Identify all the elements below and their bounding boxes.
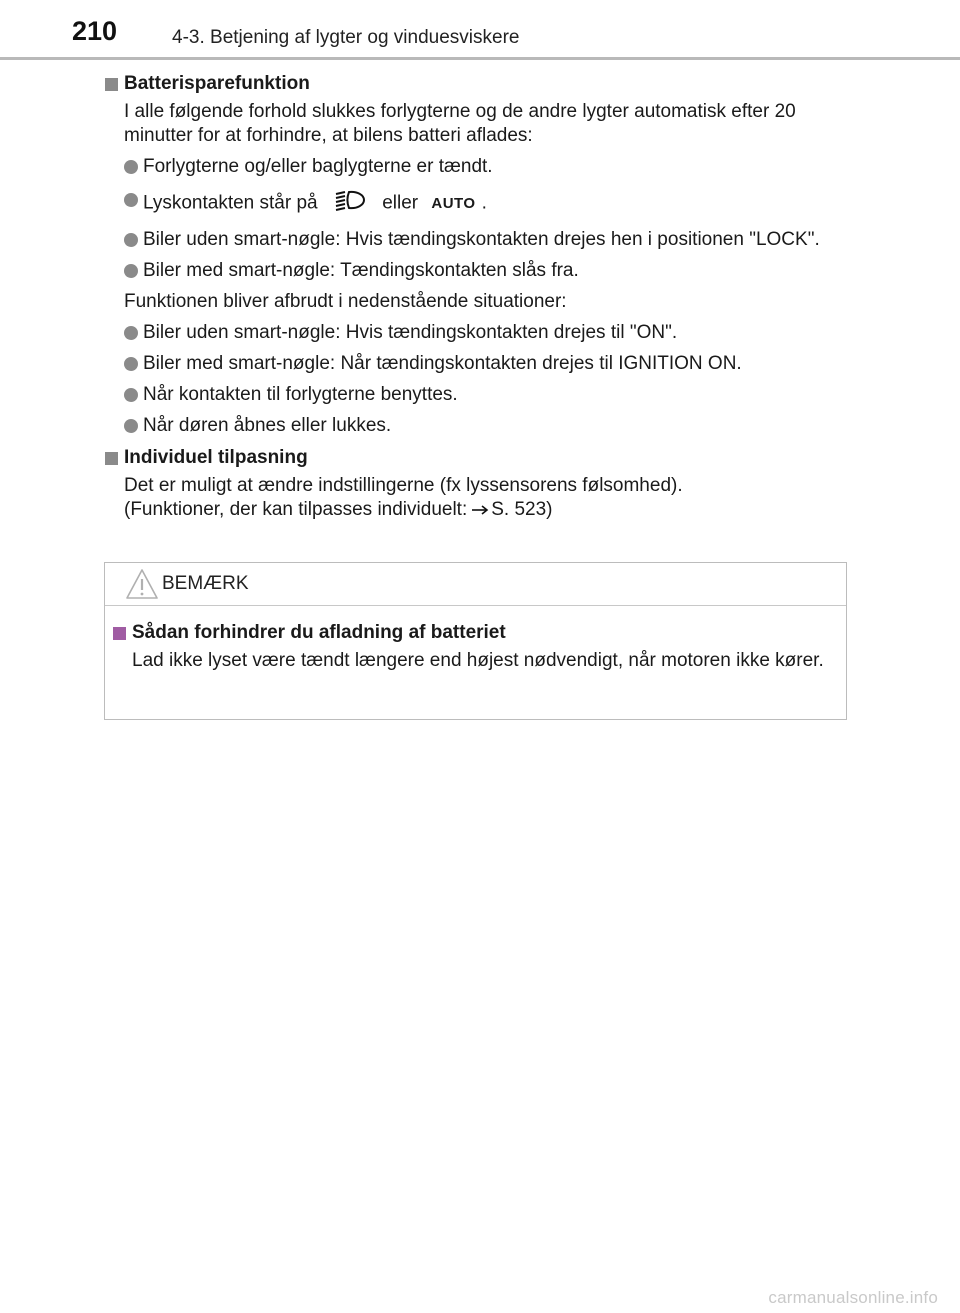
circle-bullet-icon xyxy=(124,193,138,207)
list-item-text: Lyskontakten står på xyxy=(143,192,318,214)
warning-triangle-icon xyxy=(125,568,159,605)
list-item xyxy=(105,383,850,407)
notice-title: BEMÆRK xyxy=(162,573,249,594)
headlight-icon xyxy=(333,188,367,219)
list-item-text: Biler med smart-nøgle: Tændingskontakten slås fra. xyxy=(143,260,579,281)
arrow-right-icon xyxy=(471,498,489,522)
circle-bullet-icon xyxy=(124,388,138,402)
square-bullet-icon xyxy=(105,78,118,91)
circle-bullet-icon xyxy=(124,419,138,433)
intro-paragraph: I alle følgende forhold slukkes forlygterne og de andre lygter automatisk efter 20 minutter for at forhindre, at bilens batteri aflades: xyxy=(124,101,796,146)
notice-heading-text: Sådan forhindrer du afladning af batteriet xyxy=(132,622,506,643)
list-item-text: Biler med smart-nøgle: Når tændingskontakten drejes til IGNITION ON. xyxy=(143,353,742,374)
circle-bullet-icon xyxy=(124,160,138,174)
list-item-text: Når døren åbnes eller lukkes. xyxy=(143,415,392,436)
customization-reference xyxy=(105,498,850,522)
section-heading-customization xyxy=(105,446,850,470)
or-text: eller xyxy=(382,192,419,214)
customization-paragraph: Det er muligt at ændre indstillingerne (fx lyssensorens følsomhed). xyxy=(124,475,683,496)
notice-header xyxy=(105,563,846,606)
circle-bullet-icon xyxy=(124,264,138,278)
list-item-text: Forlygterne og/eller baglygterne er tændt. xyxy=(143,156,493,177)
list-item xyxy=(105,155,850,179)
circle-bullet-icon xyxy=(124,326,138,340)
reference-prefix: (Funktioner, der kan tilpasses individuelt: xyxy=(124,499,468,521)
list-item xyxy=(105,414,850,438)
sentence-end: . xyxy=(481,192,487,214)
chapter-title: 4-3. Betjening af lygter og vinduesviskere xyxy=(172,27,520,48)
list-item xyxy=(105,321,850,345)
square-bullet-icon xyxy=(113,627,126,640)
header-divider xyxy=(0,57,960,60)
square-bullet-icon xyxy=(105,452,118,465)
page-header xyxy=(0,0,960,62)
list-item-text: Når kontakten til forlygterne benyttes. xyxy=(143,384,458,405)
notice-text: Lad ikke lyset være tændt længere end højest nødvendigt, når motoren ikke kører. xyxy=(132,650,824,671)
list-item xyxy=(105,188,850,219)
notice-heading xyxy=(113,621,838,645)
main-content xyxy=(105,70,850,522)
section-heading-battery-saver xyxy=(105,72,850,96)
section-title: Individuel tilpasning xyxy=(124,447,308,468)
interrupt-paragraph: Funktionen bliver afbrudt i nedenstående situationer: xyxy=(124,291,567,312)
watermark: carmanualsonline.info xyxy=(768,1288,938,1307)
section-title: Batterisparefunktion xyxy=(124,73,310,94)
page-number: 210 xyxy=(72,16,118,46)
page-reference-link[interactable]: S. 523) xyxy=(491,499,553,521)
list-item xyxy=(105,352,850,376)
auto-light-icon: AUTO xyxy=(431,194,476,212)
circle-bullet-icon xyxy=(124,233,138,247)
notice-body xyxy=(113,621,838,673)
list-item xyxy=(105,259,850,283)
list-item-text: Biler uden smart-nøgle: Hvis tændingskontakten drejes hen i positionen "LOCK". xyxy=(143,229,820,250)
list-item-text: Biler uden smart-nøgle: Hvis tændingskontakten drejes til "ON". xyxy=(143,322,678,343)
circle-bullet-icon xyxy=(124,357,138,371)
list-item xyxy=(105,228,850,252)
notice-box xyxy=(104,562,847,720)
